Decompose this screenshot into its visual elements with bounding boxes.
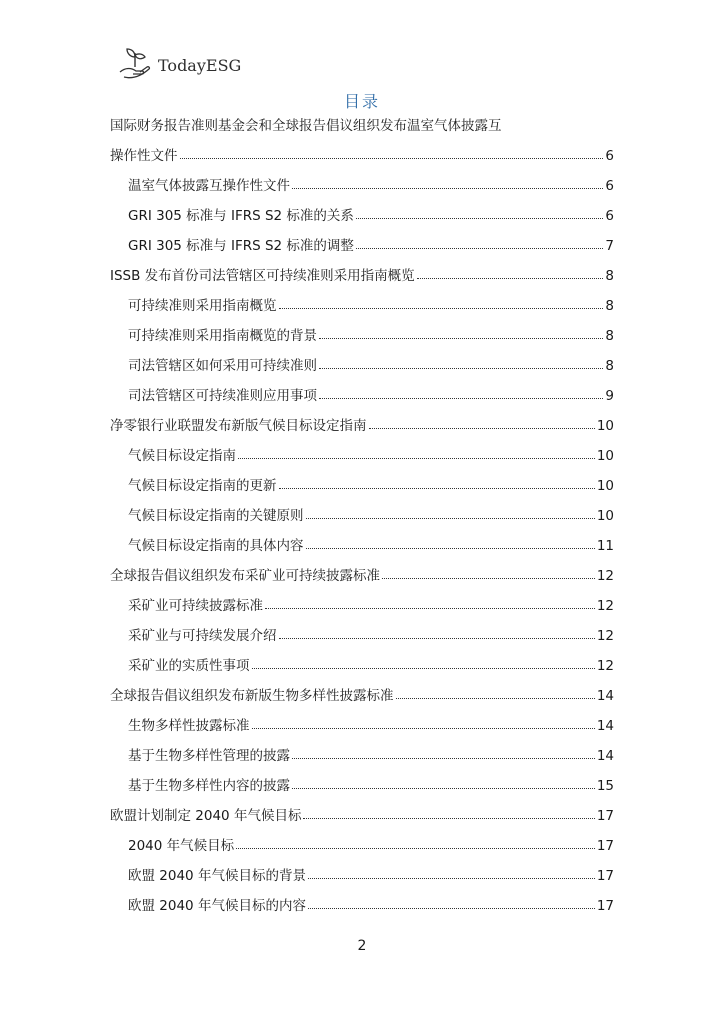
dot-leader bbox=[382, 578, 595, 579]
toc-entry-label: 气候目标设定指南 bbox=[128, 448, 236, 464]
toc-entry-label-line2: 操作性文件 bbox=[110, 148, 178, 164]
toc-entry-page: 6 bbox=[605, 148, 614, 164]
dot-leader bbox=[292, 758, 595, 759]
toc-entry-section[interactable] bbox=[110, 674, 614, 704]
dot-leader bbox=[236, 848, 595, 849]
toc-entry-label: 可持续准则采用指南概览 bbox=[128, 298, 277, 314]
toc-entry-subsection[interactable] bbox=[110, 884, 614, 914]
dot-leader bbox=[319, 338, 603, 339]
toc-entry-label: 司法管辖区如何采用可持续准则 bbox=[128, 358, 317, 374]
toc-entry-subsection[interactable] bbox=[110, 464, 614, 494]
toc-entry-label: 2040 年气候目标 bbox=[128, 838, 235, 854]
dot-leader bbox=[252, 668, 595, 669]
toc-entry-section[interactable] bbox=[110, 114, 614, 164]
table-of-contents bbox=[110, 114, 614, 914]
toc-entry-label: 基于生物多样性内容的披露 bbox=[128, 778, 290, 794]
toc-entry-page: 6 bbox=[605, 178, 614, 194]
toc-entry-page: 12 bbox=[596, 568, 614, 584]
toc-entry-subsection[interactable] bbox=[110, 314, 614, 344]
dot-leader bbox=[356, 248, 604, 249]
dot-leader bbox=[306, 518, 595, 519]
toc-entry-page: 8 bbox=[605, 328, 614, 344]
toc-entry-page: 17 bbox=[596, 898, 614, 914]
toc-entry-subsection[interactable] bbox=[110, 584, 614, 614]
toc-entry-page: 8 bbox=[605, 358, 614, 374]
toc-entry-subsection[interactable] bbox=[110, 344, 614, 374]
toc-entry-page: 8 bbox=[605, 268, 614, 284]
dot-leader bbox=[356, 218, 604, 219]
logo bbox=[118, 44, 241, 82]
toc-entry-label: 气候目标设定指南的关键原则 bbox=[128, 508, 304, 524]
dot-leader bbox=[279, 488, 595, 489]
toc-entry-label: 温室气体披露互操作性文件 bbox=[128, 178, 290, 194]
toc-entry-page: 9 bbox=[605, 388, 614, 404]
logo-text: TodayESG bbox=[158, 55, 242, 75]
toc-entry-page: 6 bbox=[605, 208, 614, 224]
dot-leader bbox=[265, 608, 595, 609]
toc-entry-subsection[interactable] bbox=[110, 494, 614, 524]
toc-entry-page: 8 bbox=[605, 298, 614, 314]
toc-entry-page: 10 bbox=[596, 478, 614, 494]
toc-entry-page: 12 bbox=[596, 658, 614, 674]
toc-entry-label-line1: 国际财务报告准则基金会和全球报告倡议组织发布温室气体披露互 bbox=[110, 118, 502, 134]
toc-entry-label: 欧盟 2040 年气候目标的背景 bbox=[128, 868, 306, 884]
toc-entry-label: GRI 305 标准与 IFRS S2 标准的关系 bbox=[128, 208, 354, 224]
dot-leader bbox=[180, 158, 604, 159]
toc-entry-page: 12 bbox=[596, 628, 614, 644]
toc-entry-section[interactable] bbox=[110, 254, 614, 284]
toc-entry-section[interactable] bbox=[110, 794, 614, 824]
toc-entry-subsection[interactable] bbox=[110, 374, 614, 404]
dot-leader bbox=[396, 698, 595, 699]
dot-leader bbox=[292, 188, 603, 189]
toc-entry-label: 全球报告倡议组织发布采矿业可持续披露标准 bbox=[110, 568, 380, 584]
toc-entry-subsection[interactable] bbox=[110, 734, 614, 764]
toc-entry-page: 10 bbox=[596, 418, 614, 434]
dot-leader bbox=[417, 278, 604, 279]
toc-entry-subsection[interactable] bbox=[110, 284, 614, 314]
toc-entry-label: 采矿业可持续披露标准 bbox=[128, 598, 263, 614]
toc-entry-label: 净零银行业联盟发布新版气候目标设定指南 bbox=[110, 418, 367, 434]
toc-entry-label: 生物多样性披露标准 bbox=[128, 718, 250, 734]
toc-entry-label: 采矿业的实质性事项 bbox=[128, 658, 250, 674]
toc-entry-page: 10 bbox=[596, 448, 614, 464]
toc-entry-subsection[interactable] bbox=[110, 524, 614, 554]
dot-leader bbox=[238, 458, 595, 459]
toc-entry-label: 采矿业与可持续发展介绍 bbox=[128, 628, 277, 644]
dot-leader bbox=[252, 728, 595, 729]
toc-entry-label: 基于生物多样性管理的披露 bbox=[128, 748, 290, 764]
toc-entry-label: ISSB 发布首份司法管辖区可持续准则采用指南概览 bbox=[110, 268, 415, 284]
dot-leader bbox=[303, 818, 594, 819]
toc-entry-subsection[interactable] bbox=[110, 224, 614, 254]
toc-entry-page: 7 bbox=[605, 238, 614, 254]
toc-entry-subsection[interactable] bbox=[110, 704, 614, 734]
dot-leader bbox=[319, 398, 603, 399]
dot-leader bbox=[319, 368, 603, 369]
dot-leader bbox=[292, 788, 595, 789]
toc-entry-section[interactable] bbox=[110, 554, 614, 584]
toc-entry-page: 12 bbox=[596, 598, 614, 614]
toc-entry-label: 全球报告倡议组织发布新版生物多样性披露标准 bbox=[110, 688, 394, 704]
toc-entry-subsection[interactable] bbox=[110, 824, 614, 854]
toc-title: 目录 bbox=[343, 92, 380, 111]
toc-entry-subsection[interactable] bbox=[110, 164, 614, 194]
toc-entry-page: 17 bbox=[596, 808, 614, 824]
toc-entry-page: 11 bbox=[596, 538, 614, 554]
toc-entry-page: 17 bbox=[596, 868, 614, 884]
dot-leader bbox=[308, 908, 595, 909]
dot-leader bbox=[279, 308, 604, 309]
dot-leader bbox=[369, 428, 595, 429]
toc-entry-page: 14 bbox=[596, 718, 614, 734]
toc-entry-page: 14 bbox=[596, 688, 614, 704]
toc-entry-label: 欧盟 2040 年气候目标的内容 bbox=[128, 898, 306, 914]
hand-with-plant-icon bbox=[118, 45, 152, 81]
toc-entry-label: 可持续准则采用指南概览的背景 bbox=[128, 328, 317, 344]
dot-leader bbox=[306, 548, 595, 549]
page-number: 2 bbox=[357, 938, 367, 954]
toc-entry-subsection[interactable] bbox=[110, 194, 614, 224]
toc-entry-label: 气候目标设定指南的具体内容 bbox=[128, 538, 304, 554]
toc-entry-page: 15 bbox=[596, 778, 614, 794]
toc-entry-label: 司法管辖区可持续准则应用事项 bbox=[128, 388, 317, 404]
toc-entry-section[interactable] bbox=[110, 404, 614, 434]
toc-entry-subsection[interactable] bbox=[110, 614, 614, 644]
toc-entry-label: GRI 305 标准与 IFRS S2 标准的调整 bbox=[128, 238, 354, 254]
dot-leader bbox=[308, 878, 595, 879]
toc-entry-page: 14 bbox=[596, 748, 614, 764]
toc-entry-page: 17 bbox=[596, 838, 614, 854]
toc-entry-label: 欧盟计划制定 2040 年气候目标 bbox=[110, 808, 302, 824]
dot-leader bbox=[279, 638, 595, 639]
toc-entry-subsection[interactable] bbox=[110, 644, 614, 674]
toc-entry-subsection[interactable] bbox=[110, 854, 614, 884]
toc-entry-subsection[interactable] bbox=[110, 434, 614, 464]
toc-entry-page: 10 bbox=[596, 508, 614, 524]
toc-entry-label: 气候目标设定指南的更新 bbox=[128, 478, 277, 494]
toc-entry-subsection[interactable] bbox=[110, 764, 614, 794]
